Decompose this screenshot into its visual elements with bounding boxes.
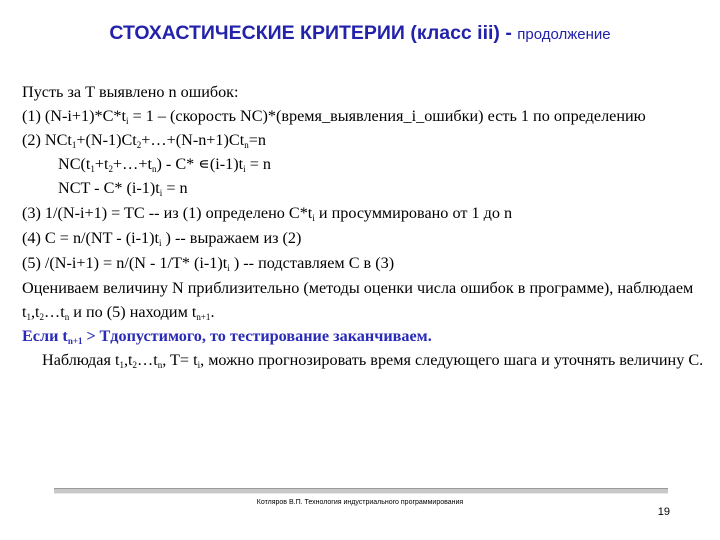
formula-5: (5) /(N-i+1) = n/(N - 1/T* $(i-1)t_i$ ) -- подставляем С в (3): [22, 254, 395, 273]
text-line-2: (1) $(N-i+1)*C*t_i = 1$ – (скорость NC)*(время_выявления_i_ошибки) есть 1 по определению: [22, 107, 646, 126]
formula-2c: NCT - C* $(i-1)t_i = n$: [58, 179, 188, 198]
slide-title-main: СТОХАСТИЧЕСКИЕ КРИТЕРИИ (класс iii) -: [109, 22, 518, 44]
formula-3: (3) 1/(N-i+1) = TC -- из (1) определено $С*t_i$ и просуммировано от 1 до n: [22, 204, 513, 223]
footer-divider: [54, 488, 668, 494]
formula-2b: $NC(t_1+t_2+\dots+t_n) - C*$ $∊(i-1)t_i = n$: [58, 155, 272, 174]
slide-title-sub: продолжение: [517, 26, 611, 43]
slide-body: [22, 80, 712, 373]
text-forecast: Наблюдая $t_1,t_2\dots t_n$, $T= t_i$, можно прогнозировать время следующего шага и уточнять величину С.: [42, 351, 704, 370]
formula-2: (2) $NCt_1+(N-1)Ct_2+\dots+(N-n+1)Ct_n=n$: [22, 131, 266, 150]
formula-4: (4) $C = n/(NT - (i-1)t_i$ ) -- выражаем из (2): [22, 229, 302, 248]
footer-text: Котляров В.П. Технология индустриального программирования: [256, 499, 464, 506]
slide-title: [0, 22, 720, 45]
sum-symbol: ∊: [198, 155, 210, 173]
page-number: 19: [657, 506, 670, 518]
highlight-conclusion: Если $t_{n+1}$ > Tдопустимого, то тестирование заканчиваем.: [22, 327, 432, 346]
text-line-1: Пусть за Т выявлено n ошибок:: [22, 83, 239, 101]
text-estimate: Оцениваем величину N приблизительно (методы оценки числа ошибок в программе), наблюдаем $t_1,t_2\dots t_n$ и по (5) находим $t_{n+1}$.: [22, 279, 694, 322]
